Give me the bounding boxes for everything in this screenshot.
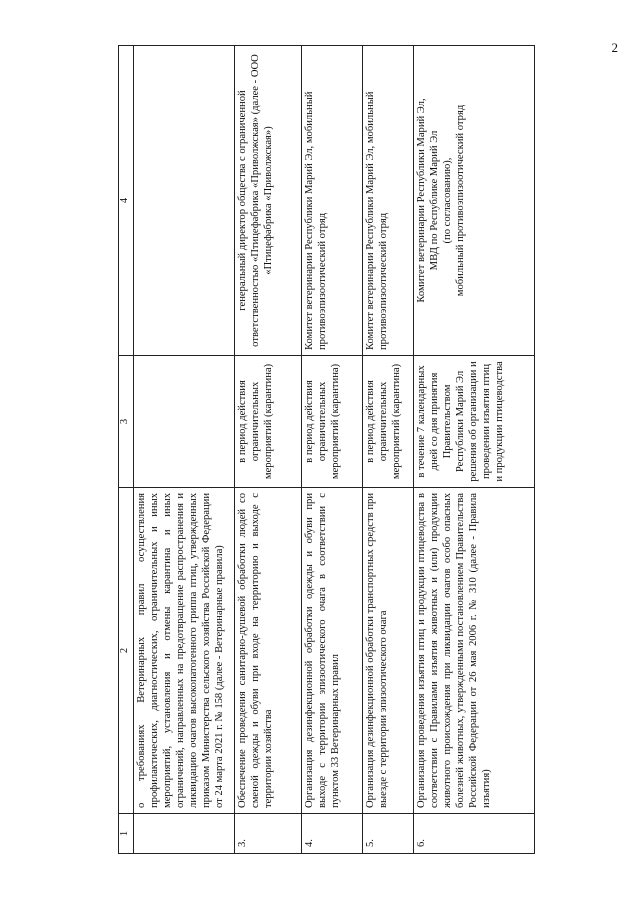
table-row (134, 46, 235, 854)
header-col-1: 1 (119, 814, 134, 854)
responsible-line: МВД по Республике Марий Эл (428, 130, 440, 271)
page-number: 2 (611, 40, 618, 55)
row-responsible (134, 46, 235, 356)
row-responsible (414, 46, 535, 356)
measures-table (118, 45, 535, 854)
responsible-line: мобильный противоэпизоотический отряд (454, 104, 466, 297)
row-number: 5. (363, 814, 414, 854)
row-number (134, 814, 235, 854)
rotated-table-wrapper (118, 46, 594, 854)
table-row (414, 46, 535, 854)
row-period (134, 356, 235, 488)
row-period: в период действия ограничительных мероприятий (карантина) (302, 356, 363, 488)
row-action: Организация дезинфекционной обработки одежды и обуви при выходе с территории эпизоотического очага в соответствии с пунктом 33 Ветеринарных правил (302, 488, 363, 814)
row-responsible: Комитет ветеринарии Республики Марий Эл, мобильный противоэпизоотический отряд (363, 46, 414, 356)
row-responsible: Комитет ветеринарии Республики Марий Эл, мобильный противоэпизоотический отряд (302, 46, 363, 356)
row-number: 3. (235, 814, 302, 854)
row-action: Организация дезинфекционной обработки транспортных средств при выезде с территории эпизоотического очага (363, 488, 414, 814)
row-period: в период действия ограничительных мероприятий (карантина) (235, 356, 302, 488)
header-col-2: 2 (119, 488, 134, 814)
header-col-3: 3 (119, 356, 134, 488)
header-col-4: 4 (119, 46, 134, 356)
row-responsible: генеральный директор общества с ограниченной ответственностью «Птицефабрика «Приволжская» (далее - ООО «Птицефабрика «Приволжская») (235, 46, 302, 356)
row-period: в период действия ограничительных мероприятий (карантина) (363, 356, 414, 488)
table-row (363, 46, 414, 854)
row-number: 4. (302, 814, 363, 854)
row-action: Обеспечение проведения санитарно-душевой обработки людей со сменой одежды и обуви при входе на территорию и выходе с территории хозяйства (235, 488, 302, 814)
row-action: о требованиях Ветеринарных правил осуществления профилактических, диагностических, ограничительных и иных мероприятий, установления и отмены карантина и иных ограничений, направленных на предотвращение распространения и ликвидацию очагов высокопатогенного гриппа птиц, утвержденных приказом Министерства сельского хозяйства Российской Федерации от 24 марта 2021 г. № 158 (далее - Ветеринарные правила) (134, 488, 235, 814)
table-row (235, 46, 302, 854)
responsible-line: (по согласованию), (441, 157, 453, 244)
row-period: в течение 7 календарных дней со дня принятия Правительством Республики Марий Эл решения об организации и проведении изъятия птиц и продукции птицеводства (414, 356, 535, 488)
header-row (119, 46, 134, 854)
table-row (302, 46, 363, 854)
rotated-table-frame (118, 46, 594, 854)
row-number: 6. (414, 814, 535, 854)
responsible-line: Комитет ветеринарии Республики Марий Эл, (416, 98, 427, 303)
row-action: Организация проведения изъятия птиц и продукции птицеводства в соответствии с Правилами изъятия животных и (или) продукции животного происхождения при ликвидации очагов особо опасных болезней животных, утвержденными постановлением Правительства Российской Федерации от 26 мая 2006 г. № 310 (далее - Правила изъятия) (414, 488, 535, 814)
